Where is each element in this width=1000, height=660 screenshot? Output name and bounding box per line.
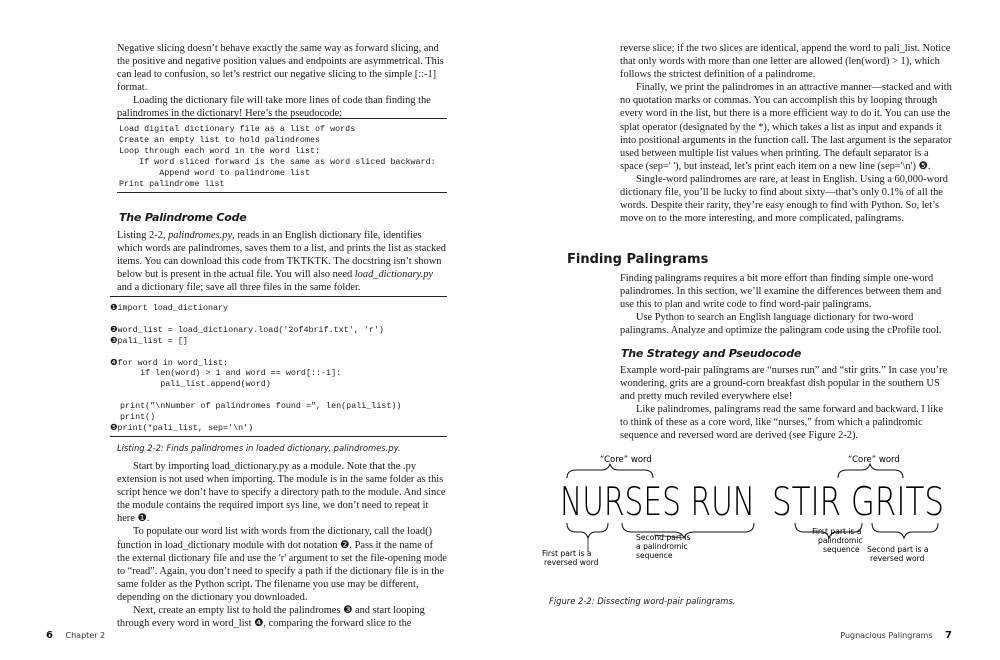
second-part-label-3: sequence — [636, 551, 673, 560]
under-brace-2b — [872, 523, 938, 538]
b-second-part-label-2: reversed word — [870, 554, 925, 563]
left-footer — [46, 630, 105, 641]
intro-paragraph-2: Loading the dictionary file will take more lines of code than finding the palindromes in the dictionary! Here’s the pseudocode: — [117, 95, 431, 120]
intro-paragraph-1: Negative slicing doesn’t behave exactly the same way as forward slicing, and the positive and negative position values and endpoints are asymmetrical. This can lead to confusion, so let’s restrict our negative slicing to the simple [::-1] format. — [117, 43, 444, 94]
subheading-strategy: The Strategy and Pseudocode — [621, 347, 802, 360]
right-footer — [840, 630, 952, 641]
first-part-label-1: First part is a — [542, 549, 592, 558]
code-text-1: import load_dictionary — [117, 303, 229, 313]
running-head: Pugnacious Palingrams — [840, 631, 933, 640]
code-line-4 — [110, 358, 401, 369]
left-intro — [117, 42, 447, 121]
code-text-3: pali_list = [] — [117, 335, 188, 346]
listing-intro-b: , reads in an English dictionary file, identifies which words are palindromes, saves them to a list, and prints the list as stacked items. You can download this code from TKTKTK. The docstring isn’t shown below but is present in the actual file. You will also need — [117, 230, 446, 281]
listing-filename: palindromes.py — [168, 230, 233, 241]
body-paragraph-2: To populate our word list with words from the dictionary, call the load() function in load_dictionary module with dot notation ❷. Pass it the name of the external dictionary file and use the 'r' argument to set the file-opening mode to “read”. Again, you don’t need to specify a path if the dictionary file is in the same folder as the Python script. The filename you use may be different, depending on the dictionary you downloaded. — [117, 526, 447, 603]
left-body — [117, 460, 447, 630]
section-paragraph-2: Use Python to search an English language dictionary for two-word palingrams. Analyze and optimize the palingram code using the cProfile tool. — [620, 312, 942, 337]
listing-intro-a: Listing 2-2, — [117, 230, 169, 241]
body-paragraph-3: Next, create an empty list to hold the palindromes ❸ and start looping through every word in word_list ❹, comparing the forward slice to the — [117, 605, 425, 630]
core-brace-2 — [838, 464, 903, 478]
listing-bottom-rule — [110, 436, 447, 437]
code-line-3 — [110, 336, 401, 347]
code-line-2 — [110, 325, 401, 336]
palingrams-intro — [620, 272, 953, 337]
pseudocode-block: Load digital dictionary file as a list of words Create an empty list to hold palindromes Loop through each word in the word list: If word sliced forward is the same as word sliced backward: Append word to palindrome list Print palindrome list — [119, 124, 436, 189]
cont-paragraph-2: Finally, we print the palindromes in an attractive manner—stacked and with no quotation marks or commas. You can accomplish this by looping through every word in the list, but there is a more efficient way to do it. You can use the splat operator (designated by the *), which takes a list as input and expands it into positional arguments in the function call. The last argument is the separator used between multiple list values when printing. The default separator is a space (sep=' '), but instead, let’s print each item on a new line (sep='\n') ❺. — [620, 82, 952, 172]
right-continuation — [620, 42, 953, 225]
code-text-4: for word in word_list: — [117, 357, 229, 368]
core-word-label-2: “Core” word — [848, 455, 900, 465]
section-heading-palindrome-code: The Palindrome Code — [119, 211, 247, 224]
page-number-left: 6 — [46, 630, 53, 641]
code-marker-5: ❺ — [110, 422, 118, 433]
code-marker-4: ❹ — [110, 357, 118, 368]
listing-top-rule — [110, 296, 447, 297]
first-part-label-2: reversed word — [544, 558, 599, 567]
code-line-5: if len(word) > 1 and word == word[::-1]: — [120, 368, 342, 379]
listing-filename-2: load_dictionary.py — [354, 269, 434, 281]
listing-intro-paragraph — [117, 229, 447, 294]
b-first-part-label-1: First part is a — [812, 527, 862, 536]
under-brace-1a — [567, 523, 608, 538]
core-brace-1 — [567, 464, 653, 478]
strategy-text — [620, 364, 953, 443]
code-line-6: pali_list.append(word) — [120, 379, 271, 390]
code-text-2: word_list = load_dictionary.load('2of4brif.txt', 'r') — [117, 324, 384, 335]
cont-paragraph-3: Single-word palindromes are rare, at least in English. Using a 60,000-word dictionary file, you’ll be lucky to find about sixty—that’s only 0.1% of all the words. Despite their rarity, they’re easy enough to find with Python. So, let’s move on to the more interesting, and more complicated, palingrams. — [620, 173, 948, 225]
b-second-part-label-1: Second part is a — [867, 545, 929, 554]
pseudocode-top-rule — [117, 118, 447, 119]
listing-caption: Listing 2-2: Finds palindromes in loaded dictionary, palindromes.py. — [117, 443, 401, 453]
section-paragraph-1: Finding palingrams requires a bit more effort than finding simple one-word palindromes. In this section, we’ll examine the differences between them and use this to plan and write code to find word-pair palingrams. — [620, 273, 942, 311]
listing-intro — [117, 229, 447, 294]
phrase-nurses-run: NURSES RUN — [560, 480, 755, 525]
code-line-9 — [110, 423, 401, 434]
page-number-right: 7 — [945, 630, 952, 641]
code-line-1 — [110, 303, 401, 314]
code-marker-3: ❸ — [110, 335, 118, 346]
code-marker-1: ❶ — [110, 303, 118, 313]
code-line-8: print() — [120, 412, 156, 423]
strategy-paragraph-2: Like palindromes, palingrams read the same forward and backward. I like to think of these as a core word, like “nurses,” from which a palindromic sequence and reversed word are derived (see Figure 2-2). — [620, 404, 943, 442]
body-paragraph-1: Start by importing load_dictionary.py as a module. Note that the .py extension is not used when importing. The module is in the same folder as this script hence we don’t have to specify a directory path to the module. And since the module contains the required import sys line, we don’t need to repeat it here ❶. — [117, 461, 446, 525]
phrase-stir-grits: STIR GRITS — [772, 480, 944, 525]
code-listing — [110, 303, 401, 434]
pseudocode-bottom-rule — [117, 192, 447, 193]
second-part-label-1: Second part is — [636, 533, 691, 542]
second-part-label-2: a palindromic — [636, 542, 688, 551]
code-marker-2: ❷ — [110, 324, 118, 335]
cont-paragraph-1: reverse slice; if the two slices are identical, append the word to pali_list. Notice that only words with more than one letter are allowed (len(word) > 1), which follows the strictest definition of a palindrome. — [620, 43, 951, 81]
code-text-9: print(*pali_list, sep='\n') — [117, 422, 254, 433]
chapter-label: Chapter 2 — [65, 631, 106, 640]
core-word-label-1: “Core” word — [600, 455, 652, 465]
figure-caption: Figure 2-2: Dissecting word-pair palingrams. — [549, 596, 736, 606]
section-heading-finding-palingrams: Finding Palingrams — [567, 252, 709, 267]
code-line-7: print("\nNumber of palindromes found =", len(pali_list)) — [120, 401, 402, 412]
b-first-part-label-3: sequence — [823, 545, 860, 554]
listing-intro-c: and a dictionary file; save all three files in the same folder. — [117, 282, 361, 294]
strategy-paragraph-1: Example word-pair palingrams are “nurses run” and “stir grits.” In case you’re wondering, grits are a ground-corn breakfast dish popular in the southern US and pretty much reviled everywhere else! — [620, 365, 948, 403]
figure-palingrams — [540, 448, 960, 578]
b-first-part-label-2: palindromic — [818, 536, 863, 545]
